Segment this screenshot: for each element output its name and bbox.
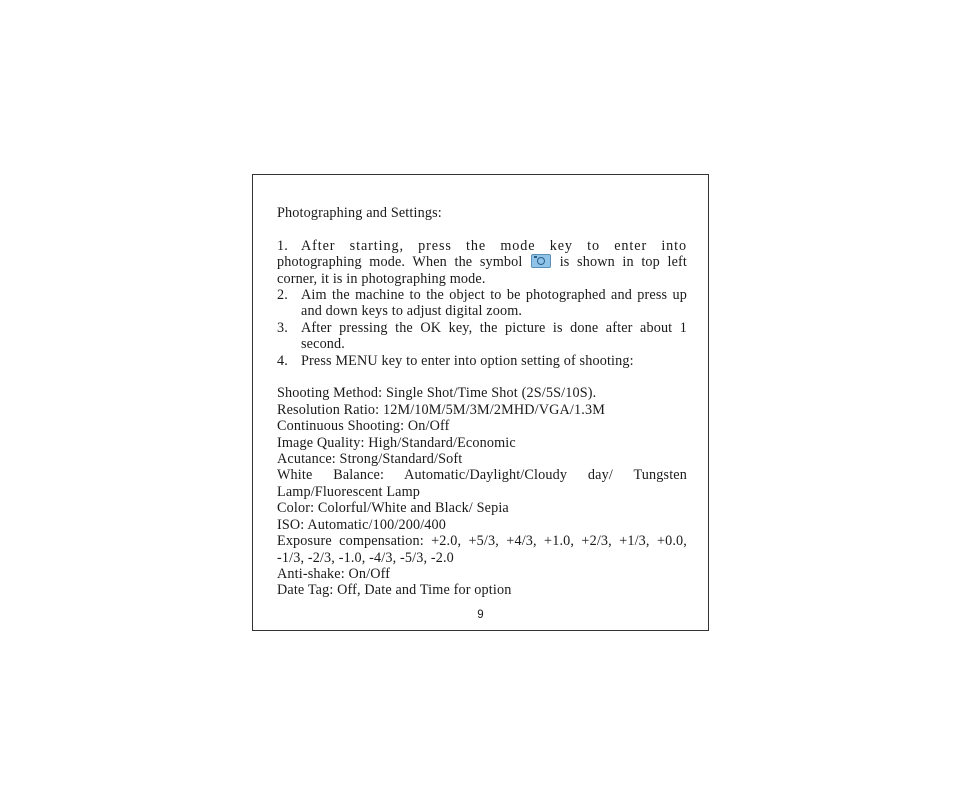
step-2 bbox=[277, 287, 687, 320]
setting-exposure-compensation: Exposure compensation: +2.0, +5/3, +4/3, +1.0, +2/3, +1/3, +0.0, -1/3, -2/3, -1.0, -4/3, -5/3, -2.0 bbox=[277, 533, 687, 566]
spacer bbox=[277, 221, 687, 237]
step-text: After pressing the OK key, the picture is done after about 1 second. bbox=[301, 319, 687, 353]
setting-iso: ISO: Automatic/100/200/400 bbox=[277, 516, 447, 533]
step-1 bbox=[277, 238, 687, 287]
step-4 bbox=[277, 353, 687, 369]
step-text-part-b: photographing mode. When the symbol bbox=[277, 254, 523, 271]
step-text-part-c: is shown in top left corner, it is in photographing mode. bbox=[277, 254, 688, 287]
page-number: 9 bbox=[477, 609, 484, 621]
camera-icon bbox=[531, 254, 551, 268]
spacer bbox=[277, 369, 687, 385]
step-text: Press MENU key to enter into option setting of shooting: bbox=[301, 352, 634, 369]
setting-white-balance: White Balance: Automatic/Daylight/Cloudy day/ Tungsten Lamp/Fluorescent Lamp bbox=[277, 467, 687, 500]
setting-date-tag: Date Tag: Off, Date and Time for option bbox=[277, 582, 512, 599]
step-text: Aim the machine to the object to be photographed and press up and down keys to adjust digital zoom. bbox=[301, 287, 687, 320]
step-number: 2. bbox=[277, 287, 288, 304]
setting-image-quality: Image Quality: High/Standard/Economic bbox=[277, 434, 516, 451]
settings-list bbox=[277, 385, 687, 598]
step-number: 3. bbox=[277, 319, 288, 336]
manual-page bbox=[252, 174, 709, 631]
step-text-part-a: After starting, press the mode key to enter into bbox=[301, 237, 687, 254]
setting-resolution-ratio: Resolution Ratio: 12M/10M/5M/3M/2MHD/VGA/1.3M bbox=[277, 401, 605, 418]
step-3 bbox=[277, 320, 687, 353]
section-heading: Photographing and Settings: bbox=[277, 205, 442, 221]
step-number: 1. bbox=[277, 237, 288, 254]
setting-shooting-method: Shooting Method: Single Shot/Time Shot (2S/5S/10S). bbox=[277, 385, 597, 402]
setting-color: Color: Colorful/White and Black/ Sepia bbox=[277, 500, 509, 517]
steps-list bbox=[277, 238, 687, 369]
page-content bbox=[277, 205, 687, 599]
setting-anti-shake: Anti-shake: On/Off bbox=[277, 565, 391, 582]
step-number: 4. bbox=[277, 352, 288, 369]
setting-acutance: Acutance: Strong/Standard/Soft bbox=[277, 451, 463, 468]
setting-continuous-shooting: Continuous Shooting: On/Off bbox=[277, 418, 450, 435]
